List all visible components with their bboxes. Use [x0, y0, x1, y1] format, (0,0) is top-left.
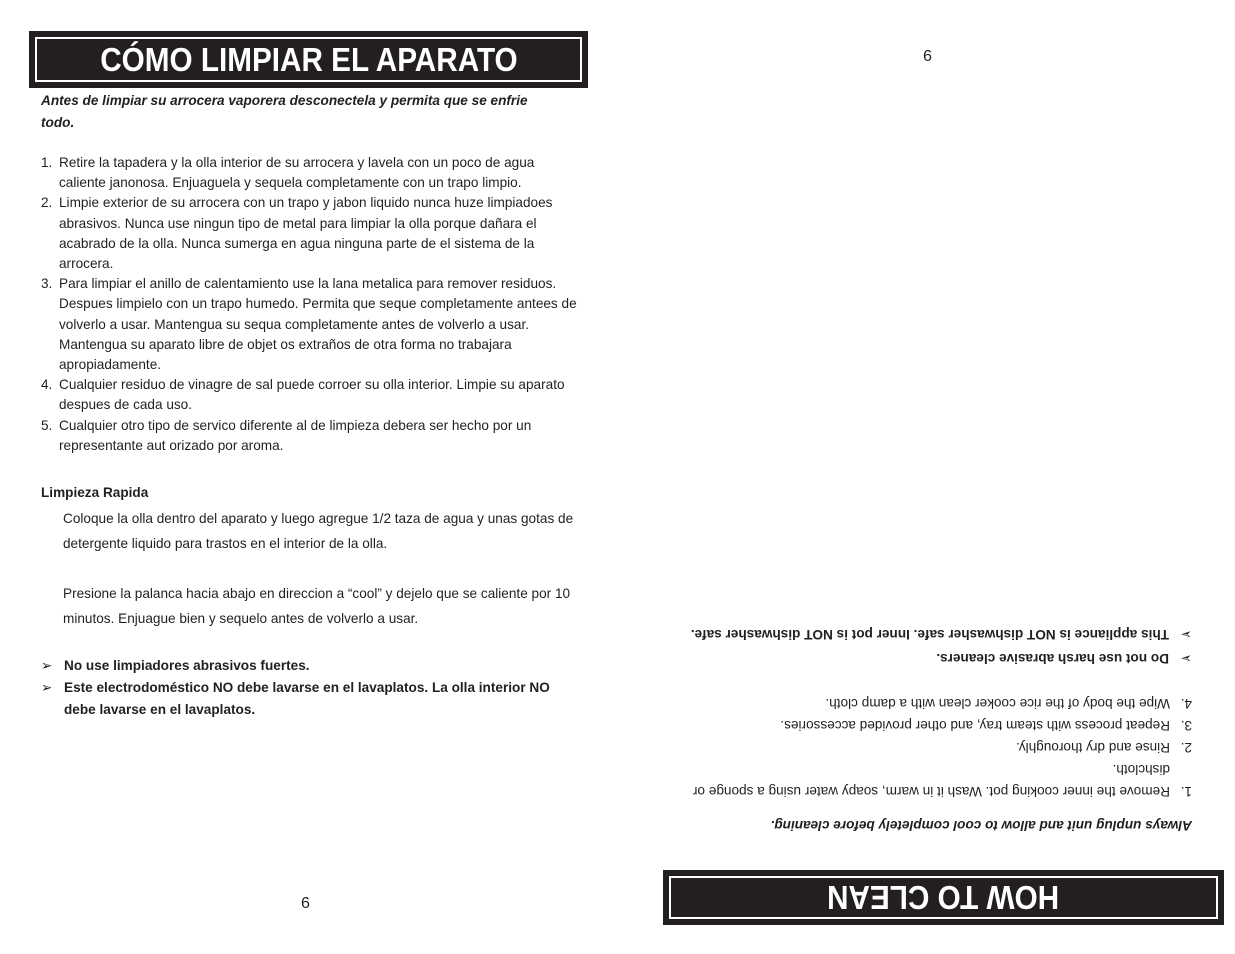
page-number: 9	[923, 46, 932, 63]
warning-item: ➢ Este electrodoméstico NO debe lavarse en el lavaplatos. La olla interior NO debe lavarse en el lavaplatos.	[41, 677, 581, 721]
quick-clean-paragraph-1: Coloque la olla dentro del aparato y luego agregue 1/2 taza de agua y unas gotas de detergente liquido para trastos en el interior de la olla.	[63, 511, 574, 551]
list-item: 3. Para limpiar el anillo de calentamiento use la lana metalica para remover residuos. Despues limpielo con un trapo humedo. Permita que seque completamente antees de volverlo a usar. Mantengua su sequa completamente antes de volverlo a usar. Mantengua su aparato libre de objet os extraños de otra forma no trabajara apropiadamente.	[41, 276, 577, 373]
list-item: 1. Remove the inner cooking pot. Wash it in warm, soapy water using a sponge or dishcloth.	[692, 762, 1192, 799]
warning-list	[652, 622, 1192, 670]
intro-warning: Antes de limpiar su arrocera vaporera desconectela y permita que se enfrie todo.	[41, 93, 528, 130]
title-banner	[663, 870, 1224, 925]
quick-clean-paragraph-2: Presione la palanca hacia abajo en direccion a “cool” y dejelo que se caliente por 10 minutos. Enjuague bien y sequelo antes de volverlo a usar.	[63, 586, 571, 626]
list-item: 3. Repeat process with steam tray, and other provided accessories.	[780, 718, 1192, 733]
arrow-bullet-icon: ➢	[41, 680, 53, 695]
list-item: 5. Cualquier otro tipo de servico diferente al de limpieza debera ser hecho por un representante aut orizado por aroma.	[41, 417, 532, 453]
title-banner-frame	[35, 37, 582, 82]
list-item: 4. Cualquier residuo de vinagre de sal puede corroer su olla interior. Limpie su aparato despues de cada uso.	[41, 377, 565, 413]
list-item: 1. Retire la tapadera y la olla interior de su arrocera y lavela con un poco de agua caliente janonosa. Enjuaguela y sequela completamente con un trapo limpio.	[41, 155, 535, 191]
arrow-bullet-icon: ➢	[1180, 627, 1192, 642]
title-banner-frame	[669, 876, 1218, 919]
warning-item: ➢ No use limpiadores abrasivos fuertes.	[41, 655, 581, 677]
list-item: 2. Limpie exterior de su arrocera con un trapo y jabon liquido nunca huze limpiadoes abrasivos. Nunca use ningun tipo de metal para limpiar la olla porque dañara el acabrado de la olla. Nunca sumerga en agua ninguna parte de el sistema de la arrocera.	[41, 195, 553, 272]
list-item: 2. Rinse and dry thoroughly.	[1016, 740, 1192, 755]
list-item: 4. Wipe the body of the rice cooker clean with a damp cloth.	[825, 696, 1192, 711]
warning-list	[41, 655, 581, 721]
cleaning-steps	[41, 153, 579, 456]
right-page-rotated	[617, 0, 1235, 954]
arrow-bullet-icon: ➢	[1180, 651, 1192, 666]
intro-warning: Always unplug unit and allow to cool completely before cleaning.	[770, 818, 1192, 833]
page-number: 6	[301, 895, 310, 912]
quick-clean-heading: Limpieza Rapida	[41, 485, 149, 500]
arrow-bullet-icon: ➢	[41, 658, 53, 673]
cleaning-steps	[672, 692, 1192, 802]
title-banner	[29, 31, 588, 88]
warning-item: ➢ This appliance is NOT dishwasher safe. Inner pot is NOT dishwasher safe.	[652, 622, 1192, 646]
page-title: HOW TO CLEAN	[827, 879, 1060, 917]
page-title: CÓMO LIMPIAR EL APARATO	[99, 40, 518, 78]
warning-item: ➢ Do not use harsh abrasive cleaners.	[652, 646, 1192, 670]
